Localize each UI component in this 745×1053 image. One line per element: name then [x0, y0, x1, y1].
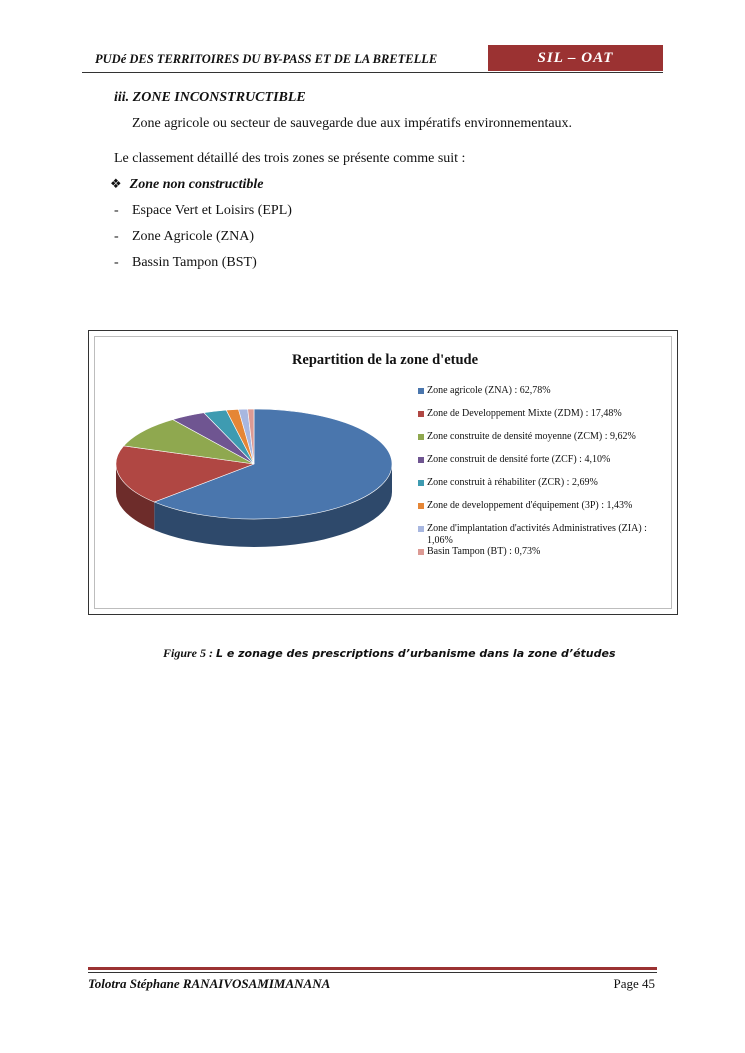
- bullet-heading: [110, 177, 263, 193]
- legend-item: [418, 523, 674, 547]
- legend-item: [418, 454, 674, 466]
- chart-title: Repartition de la zone d'etude: [291, 352, 479, 368]
- legend-label: Zone construite de densité moyenne (ZCM) : 9,62%: [427, 431, 636, 442]
- legend-item: [418, 500, 674, 512]
- legend-swatch: [418, 388, 424, 394]
- list-item-label: Espace Vert et Loisirs (EPL): [132, 203, 292, 218]
- footer-author: Tolotra Stéphane RANAIVOSAMIMANANA: [88, 976, 331, 991]
- bullet-heading-label: Zone non constructible: [129, 177, 264, 192]
- section-heading: iii. ZONE INCONSTRUCTIBLE: [114, 90, 306, 105]
- footer-divider: [88, 967, 657, 970]
- legend-label: Zone de developpement d'équipement (3P) : 1,43%: [427, 500, 633, 511]
- legend-label: Zone d'implantation d'activités Administratives (ZIA) : 1,06%: [427, 523, 647, 546]
- header-divider: [82, 72, 663, 73]
- list-item: - Zone Agricole (ZNA): [114, 229, 255, 244]
- page-number: Page 45: [613, 976, 655, 991]
- legend-swatch: [418, 434, 424, 440]
- legend-item: [418, 546, 674, 558]
- legend-item: [418, 385, 674, 397]
- legend-swatch: [418, 549, 424, 555]
- legend-label: Zone construit à réhabiliter (ZCR) : 2,69%: [427, 477, 598, 488]
- header-title: PUDé DES TERRITOIRES DU BY-PASS ET DE LA BRETELLE: [95, 52, 438, 66]
- legend-item: [418, 431, 674, 443]
- chart-area: [94, 336, 672, 609]
- legend-label: Basin Tampon (BT) : 0,73%: [427, 546, 541, 557]
- legend-label: Zone construit de densité forte (ZCF) : 4,10%: [427, 454, 611, 465]
- legend-item: [418, 408, 674, 420]
- caption-label: Figure 5 :: [163, 646, 214, 660]
- legend-swatch: [418, 411, 424, 417]
- header-badge: SIL – OAT: [488, 45, 663, 71]
- legend-swatch: [418, 480, 424, 486]
- list-item-label: Bassin Tampon (BST): [132, 255, 257, 270]
- legend-swatch: [418, 526, 424, 532]
- caption-text: L e zonage des prescriptions d’urbanisme dans la zone d’études: [216, 647, 616, 660]
- legend-label: Zone de Developpement Mixte (ZDM) : 17,48%: [427, 408, 622, 419]
- list-item-label: Zone Agricole (ZNA): [132, 229, 255, 244]
- legend-swatch: [418, 503, 424, 509]
- list-item: - Bassin Tampon (BST): [114, 255, 257, 270]
- diamond-bullet-icon: ❖: [110, 177, 122, 192]
- chart-frame: [88, 330, 678, 615]
- footer-divider-thin: [88, 972, 657, 973]
- section-intro: Le classement détaillé des trois zones se présente comme suit :: [114, 151, 466, 166]
- legend-label: Zone agricole (ZNA) : 62,78%: [427, 385, 551, 396]
- legend-swatch: [418, 457, 424, 463]
- pie-chart: [109, 402, 399, 577]
- figure-caption: [163, 646, 616, 661]
- section-paragraph: Zone agricole ou secteur de sauvegarde due aux impératifs environnementaux.: [132, 116, 573, 131]
- list-item: - Espace Vert et Loisirs (EPL): [114, 203, 292, 218]
- legend-item: [418, 477, 674, 489]
